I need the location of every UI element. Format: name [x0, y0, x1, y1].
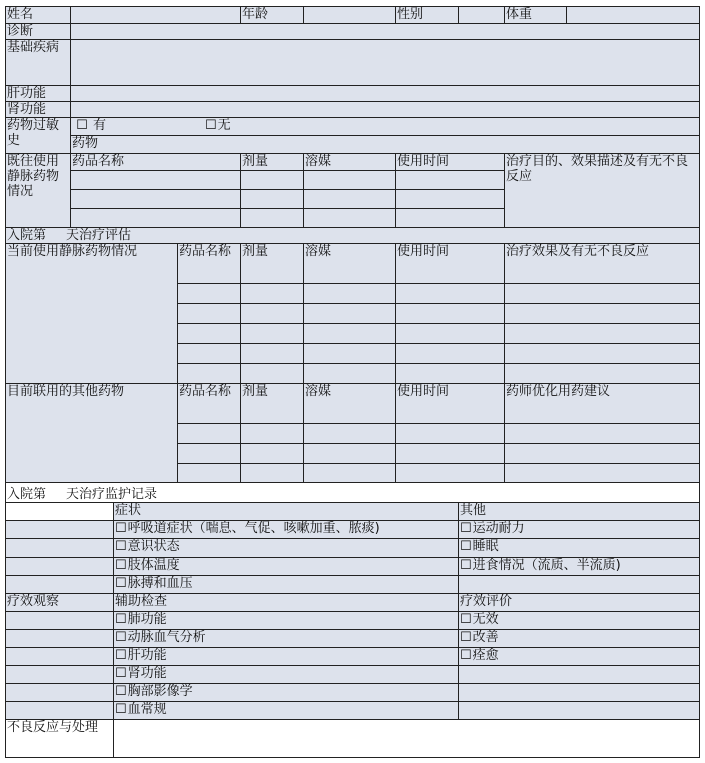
name-label: 姓名: [6, 7, 71, 24]
blank-cell: [6, 629, 114, 647]
blank-cell: [459, 701, 700, 719]
table-cell[interactable]: [241, 190, 304, 209]
kidney-function-label: 肾功能: [6, 102, 71, 118]
symptom-item[interactable]: [114, 539, 459, 557]
blank-cell: [6, 611, 114, 629]
efficacy-eval-item-label: 痊愈: [472, 647, 499, 663]
blank-cell: [6, 701, 114, 719]
current-iv-label: 当前使用静脉药物情况: [6, 244, 178, 384]
other-drugs-col-solvent: 溶媒: [304, 384, 396, 424]
liver-function-label: 肝功能: [6, 86, 71, 102]
efficacy-label: 疗效观察: [6, 593, 114, 611]
table-cell[interactable]: [178, 284, 241, 304]
other-drugs-col-time: 使用时间: [396, 384, 505, 424]
checkbox-icon[interactable]: [115, 648, 128, 663]
checkbox-icon[interactable]: [115, 558, 128, 573]
table-cell[interactable]: [178, 444, 241, 464]
aux-exam-item-label: 肺功能: [127, 611, 167, 627]
blank-cell: [459, 665, 700, 683]
table-cell[interactable]: [396, 171, 505, 190]
table-cell[interactable]: [304, 190, 396, 209]
symptoms-label: 症状: [114, 503, 459, 521]
blank-cell: [6, 557, 114, 575]
checkbox-icon[interactable]: [115, 666, 128, 681]
table-cell[interactable]: [396, 209, 505, 228]
checkbox-icon[interactable]: [460, 521, 473, 536]
other-item[interactable]: [459, 521, 700, 539]
checkbox-icon[interactable]: [460, 612, 473, 627]
aux-exam-item[interactable]: [114, 611, 459, 629]
table-cell[interactable]: [71, 171, 241, 190]
table-cell[interactable]: [241, 304, 304, 324]
other-drugs-label: 目前联用的其他药物: [6, 384, 178, 483]
past-iv-col-dose: 剂量: [241, 154, 304, 171]
blank-cell: [6, 575, 114, 593]
checkbox-icon[interactable]: [115, 684, 128, 699]
table-cell[interactable]: [505, 324, 700, 344]
other-item-label: 进食情况（流质、半流质): [472, 557, 621, 573]
efficacy-eval-item[interactable]: [459, 611, 700, 629]
aux-exam-item-label: 胸部影像学: [127, 683, 193, 699]
checkbox-icon[interactable]: [115, 612, 128, 627]
past-iv-col-solvent: 溶媒: [304, 154, 396, 171]
sex-label: 性别: [396, 7, 459, 24]
checkbox-icon[interactable]: [460, 648, 473, 663]
table-cell[interactable]: [505, 304, 700, 324]
table-cell[interactable]: [178, 304, 241, 324]
weight-label: 体重: [505, 7, 567, 24]
monitoring-title: [6, 483, 700, 503]
aux-exam-item-label: 血常规: [127, 701, 167, 717]
table-cell[interactable]: [241, 171, 304, 190]
other-item-label: 睡眠: [472, 539, 499, 555]
blank-cell: [459, 683, 700, 701]
aux-exam-item[interactable]: [114, 665, 459, 683]
checkbox-icon[interactable]: [460, 630, 473, 645]
table-cell[interactable]: [505, 284, 700, 304]
current-iv-col-solvent: 溶媒: [304, 244, 396, 284]
aux-exam-item-label: 肾功能: [127, 665, 167, 681]
table-cell[interactable]: [178, 364, 241, 384]
blank-cell: [6, 683, 114, 701]
table-cell[interactable]: [241, 444, 304, 464]
symptom-item[interactable]: [114, 575, 459, 593]
diagnosis-field[interactable]: [71, 24, 700, 40]
symptom-label: 意识状态: [127, 539, 180, 555]
other-item[interactable]: [459, 557, 700, 575]
aux-exam-item-label: 动脉血气分析: [127, 629, 206, 645]
efficacy-eval-label: 疗效评价: [459, 593, 700, 611]
allergy-label: 药物过敏史: [6, 118, 71, 154]
table-cell[interactable]: [505, 424, 700, 444]
table-cell[interactable]: [241, 324, 304, 344]
current-iv-col-effect: 治疗效果及有无不良反应: [505, 244, 700, 284]
table-cell[interactable]: [71, 190, 241, 209]
table-cell[interactable]: [304, 464, 396, 483]
table-cell[interactable]: [396, 424, 505, 444]
other-drugs-col-dose: 剂量: [241, 384, 304, 424]
table-cell[interactable]: [396, 190, 505, 209]
table-cell[interactable]: [304, 424, 396, 444]
table-cell[interactable]: [396, 464, 505, 483]
underlying-disease-label: 基础疾病: [6, 40, 71, 86]
blank-cell: [459, 575, 700, 593]
aux-exam-label: 辅助检查: [114, 593, 459, 611]
table-cell[interactable]: [304, 171, 396, 190]
admission-eval-title-suffix: 天治疗评估: [66, 228, 132, 244]
table-cell[interactable]: [241, 344, 304, 364]
table-cell[interactable]: [178, 424, 241, 444]
name-field[interactable]: [71, 7, 241, 24]
efficacy-eval-item[interactable]: [459, 629, 700, 647]
table-cell[interactable]: [304, 304, 396, 324]
liver-function-field[interactable]: [71, 86, 700, 102]
allergy-options: [71, 118, 700, 136]
other-drugs-col-suggestion: 药师优化用药建议: [505, 384, 700, 424]
checkbox-icon[interactable]: [460, 558, 473, 573]
table-cell[interactable]: [396, 344, 505, 364]
table-cell[interactable]: [178, 344, 241, 364]
table-cell[interactable]: [304, 444, 396, 464]
table-cell[interactable]: [505, 444, 700, 464]
allergy-yes-label: 有: [92, 118, 106, 134]
other-item-label: 运动耐力: [472, 521, 525, 537]
allergy-no-checkbox[interactable]: [205, 118, 218, 133]
table-cell[interactable]: [304, 344, 396, 364]
current-iv-col-dose: 剂量: [241, 244, 304, 284]
blank-cell: [6, 665, 114, 683]
table-cell[interactable]: [304, 284, 396, 304]
monitoring-title-suffix: 天治疗监护记录: [66, 487, 158, 503]
past-iv-col-purpose: 治疗目的、效果描述及有无不良反应: [505, 154, 700, 228]
aux-exam-item-label: 肝功能: [127, 647, 167, 663]
table-cell[interactable]: [505, 464, 700, 483]
other-drugs-col-drug: 药品名称: [178, 384, 241, 424]
table-cell[interactable]: [396, 364, 505, 384]
blank-cell: [6, 539, 114, 557]
diagnosis-label: 诊断: [6, 24, 71, 40]
table-cell[interactable]: [241, 424, 304, 444]
allergy-no-label: 无: [217, 118, 231, 134]
table-cell[interactable]: [71, 209, 241, 228]
table-cell[interactable]: [304, 324, 396, 344]
table-cell[interactable]: [396, 304, 505, 324]
table-cell[interactable]: [241, 209, 304, 228]
table-cell[interactable]: [304, 209, 396, 228]
other-label: 其他: [459, 503, 700, 521]
blank-cell: [6, 647, 114, 665]
checkbox-icon[interactable]: [115, 702, 128, 717]
table-cell[interactable]: [304, 364, 396, 384]
weight-field[interactable]: [567, 7, 700, 24]
allergy-yes-checkbox[interactable]: [76, 118, 89, 133]
current-iv-col-time: 使用时间: [396, 244, 505, 284]
age-field[interactable]: [304, 7, 396, 24]
table-cell[interactable]: [505, 344, 700, 364]
symptom-label: 肢体温度: [127, 557, 180, 573]
efficacy-eval-item-label: 无效: [472, 611, 499, 627]
admission-eval-title-prefix: 入院第: [7, 228, 47, 244]
symptom-label: 呼吸道症状（喘息、气促、咳嗽加重、脓痰): [127, 521, 380, 537]
table-cell[interactable]: [178, 324, 241, 344]
aux-exam-item[interactable]: [114, 629, 459, 647]
efficacy-eval-item[interactable]: [459, 647, 700, 665]
checkbox-icon[interactable]: [115, 521, 128, 536]
symptom-label: 脉搏和血压: [127, 575, 193, 591]
checkbox-icon[interactable]: [115, 539, 128, 554]
table-cell[interactable]: [396, 284, 505, 304]
admission-eval-title: [6, 228, 700, 244]
aux-exam-item[interactable]: [114, 647, 459, 665]
allergy-drug-label: 药物: [71, 136, 700, 154]
table-cell[interactable]: [241, 464, 304, 483]
adverse-field[interactable]: [114, 719, 700, 757]
kidney-function-field[interactable]: [71, 102, 700, 118]
past-iv-col-time: 使用时间: [396, 154, 505, 171]
table-cell[interactable]: [396, 324, 505, 344]
current-iv-col-drug: 药品名称: [178, 244, 241, 284]
efficacy-eval-item-label: 改善: [472, 629, 499, 645]
pharmacy-monitoring-form: [5, 6, 700, 758]
symptom-item[interactable]: [114, 557, 459, 575]
blank-cell: [6, 503, 114, 521]
past-iv-col-drug: 药品名称: [71, 154, 241, 171]
checkbox-icon[interactable]: [115, 630, 128, 645]
age-label: 年龄: [241, 7, 304, 24]
adverse-label: 不良反应与处理: [6, 719, 114, 757]
symptom-item[interactable]: [114, 521, 459, 539]
table-cell[interactable]: [396, 444, 505, 464]
underlying-disease-field[interactable]: [71, 40, 700, 86]
sex-field[interactable]: [459, 7, 505, 24]
table-cell[interactable]: [241, 284, 304, 304]
other-item[interactable]: [459, 539, 700, 557]
past-iv-label: 既往使用静脉药物情况: [6, 154, 71, 228]
checkbox-icon[interactable]: [460, 539, 473, 554]
table-cell[interactable]: [241, 364, 304, 384]
aux-exam-item[interactable]: [114, 683, 459, 701]
blank-cell: [6, 521, 114, 539]
monitoring-title-prefix: 入院第: [7, 487, 47, 503]
aux-exam-item[interactable]: [114, 701, 459, 719]
table-cell[interactable]: [178, 464, 241, 483]
table-cell[interactable]: [505, 364, 700, 384]
checkbox-icon[interactable]: [115, 576, 128, 591]
